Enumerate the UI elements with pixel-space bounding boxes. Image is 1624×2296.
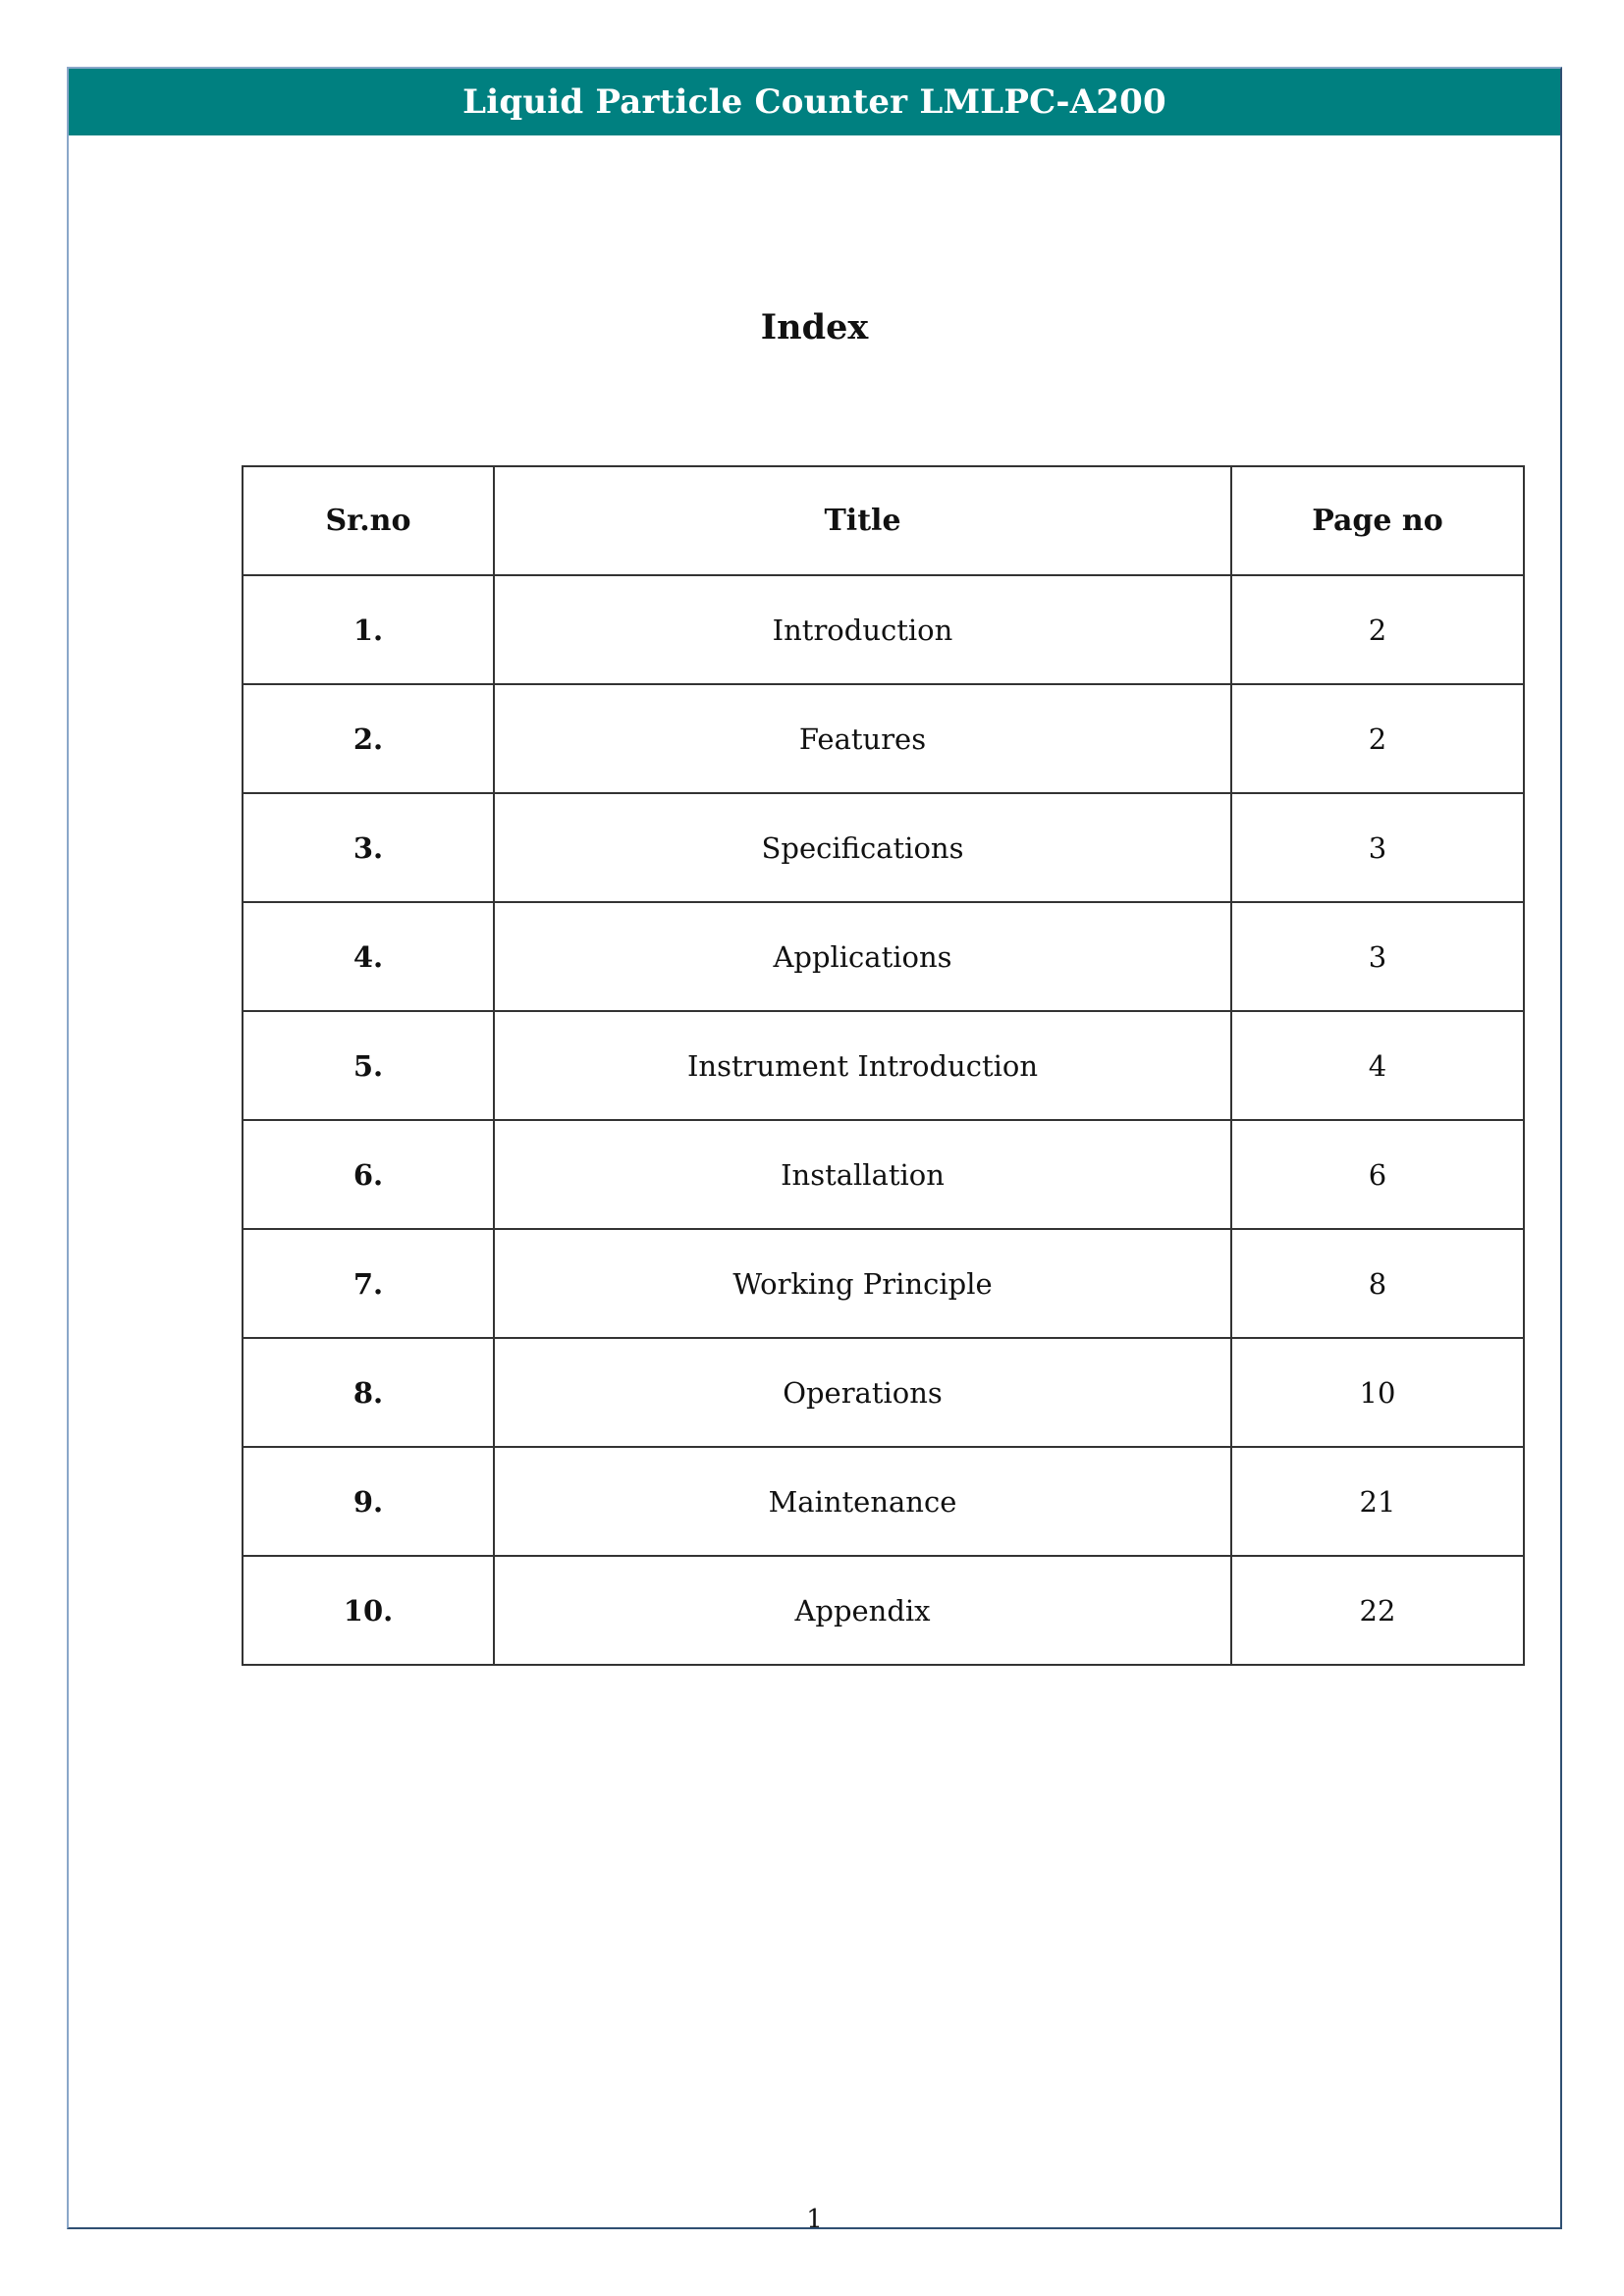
table-row [243, 902, 1524, 1011]
header-bar [69, 69, 1560, 135]
column-header-title: Title [494, 466, 1231, 575]
table-row [243, 1556, 1524, 1665]
sr-no-cell: 3. [243, 793, 494, 902]
table-row [243, 1011, 1524, 1120]
sr-no-cell: 7. [243, 1229, 494, 1338]
sr-no-cell: 5. [243, 1011, 494, 1120]
table-row [243, 684, 1524, 793]
title-cell: Operations [494, 1338, 1231, 1447]
page-no-cell: 4 [1231, 1011, 1524, 1120]
table-row [243, 1120, 1524, 1229]
column-header-page-no: Page no [1231, 466, 1524, 575]
sr-no-cell: 4. [243, 902, 494, 1011]
page-frame [67, 67, 1562, 2234]
page-no-cell: 3 [1231, 793, 1524, 902]
sr-no-cell: 1. [243, 575, 494, 684]
title-cell: Installation [494, 1120, 1231, 1229]
title-cell: Maintenance [494, 1447, 1231, 1556]
document-title: Liquid Particle Counter LMLPC-A200 [462, 82, 1166, 122]
table-row [243, 1229, 1524, 1338]
table-row [243, 1338, 1524, 1447]
page-no-cell: 8 [1231, 1229, 1524, 1338]
title-cell: Applications [494, 902, 1231, 1011]
page-no-cell: 10 [1231, 1338, 1524, 1447]
sr-no-cell: 6. [243, 1120, 494, 1229]
table-row [243, 1447, 1524, 1556]
sr-no-cell: 10. [243, 1556, 494, 1665]
title-cell: Features [494, 684, 1231, 793]
column-header-sr-no: Sr.no [243, 466, 494, 575]
page-number: 1 [806, 2205, 823, 2234]
index-heading: Index [760, 307, 869, 347]
page-no-cell: 3 [1231, 902, 1524, 1011]
title-cell: Instrument Introduction [494, 1011, 1231, 1120]
table-row [243, 793, 1524, 902]
page-no-cell: 2 [1231, 575, 1524, 684]
title-cell: Appendix [494, 1556, 1231, 1665]
title-cell: Specifications [494, 793, 1231, 902]
sr-no-cell: 2. [243, 684, 494, 793]
sr-no-cell: 9. [243, 1447, 494, 1556]
sr-no-cell: 8. [243, 1338, 494, 1447]
page-no-cell: 21 [1231, 1447, 1524, 1556]
table-row [243, 575, 1524, 684]
table-header-row [243, 466, 1524, 575]
page-no-cell: 2 [1231, 684, 1524, 793]
page-no-cell: 22 [1231, 1556, 1524, 1665]
title-cell: Working Principle [494, 1229, 1231, 1338]
page-no-cell: 6 [1231, 1120, 1524, 1229]
title-cell: Introduction [494, 575, 1231, 684]
index-table [242, 465, 1525, 1666]
